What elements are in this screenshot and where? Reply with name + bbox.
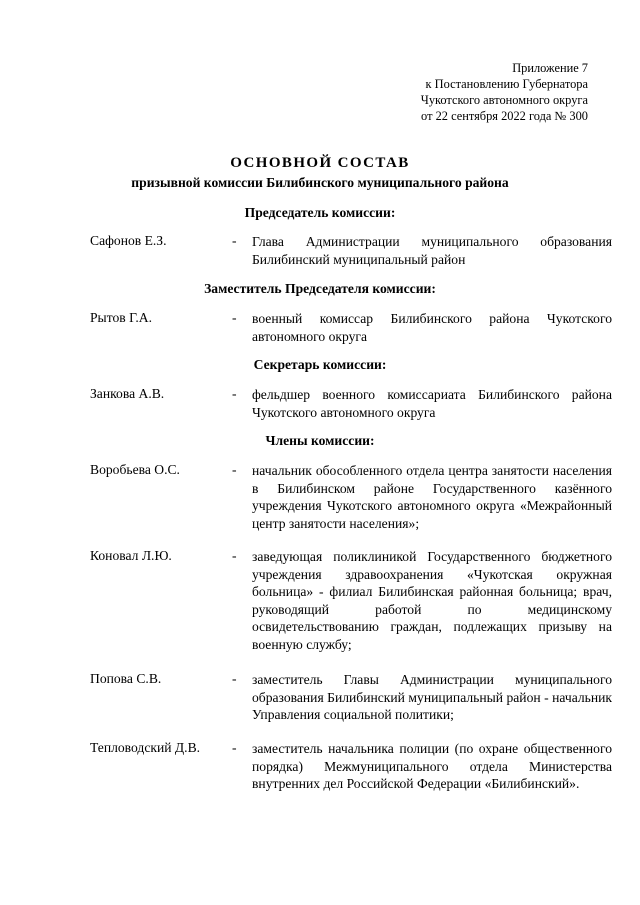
member-name: Тепловодский Д.В. — [90, 740, 201, 755]
member-name: Воробьева О.С. — [90, 462, 180, 477]
dash-separator: - — [232, 310, 237, 325]
member-position: Глава Администрации муниципального образования Билибинский муниципальный район — [252, 234, 612, 267]
appendix-header — [421, 60, 588, 124]
member-position: начальник обособленного отдела центра занятости населения в Билибинском районе Государственного казённого учреждения Чукотского автономного округа «Межрайонный центр занятости населения»; — [252, 463, 612, 531]
member-position: военный комиссар Билибинского района Чукотского автономного округа — [252, 311, 612, 344]
member-position: заместитель Главы Администрации муниципального образования Билибинский муниципальный район - начальник Управления социальной политики; — [252, 672, 612, 723]
section-heading-deputy: Заместитель Председателя комиссии: — [204, 281, 436, 296]
member-name: Занкова А.В. — [90, 386, 165, 401]
appendix-line: Приложение 7 — [512, 61, 588, 75]
dash-separator: - — [232, 233, 237, 248]
appendix-line: Чукотского автономного округа — [420, 93, 588, 107]
document-title: ОСНОВНОЙ СОСТАВ — [230, 155, 410, 171]
member-position: заместитель начальника полиции (по охране общественного порядка) Межмуниципального отдела Министерства внутренних дел Российской Федерации «Билибинский». — [252, 741, 612, 792]
member-position: фельдшер военного комиссариата Билибинского района Чукотского автономного округа — [252, 387, 612, 420]
dash-separator: - — [232, 462, 237, 477]
appendix-line: к Постановлению Губернатора — [425, 77, 588, 91]
appendix-line: от 22 сентября 2022 года № 300 — [421, 109, 588, 123]
member-name: Рытов Г.А. — [90, 310, 153, 325]
dash-separator: - — [232, 548, 237, 563]
member-name: Коновал Л.Ю. — [90, 548, 172, 563]
member-position: заведующая поликлиникой Государственного бюджетного учреждения здравоохранения «Чукотская окружная больница» - филиал Билибинская районная больница; врач, руководящий работой по медицинскому освидетельствованию граждан, подлежащих призыву на военную службу; — [252, 549, 612, 652]
member-name: Сафонов Е.З. — [90, 233, 167, 248]
dash-separator: - — [232, 740, 237, 755]
section-heading-members: Члены комиссии: — [265, 433, 375, 448]
section-heading-secretary: Секретарь комиссии: — [253, 357, 387, 372]
section-heading-chairman: Председатель комиссии: — [244, 205, 396, 220]
member-name: Попова С.В. — [90, 671, 162, 686]
dash-separator: - — [232, 386, 237, 401]
document-subtitle: призывной комиссии Билибинского муниципального района — [131, 175, 509, 190]
dash-separator: - — [232, 671, 237, 686]
